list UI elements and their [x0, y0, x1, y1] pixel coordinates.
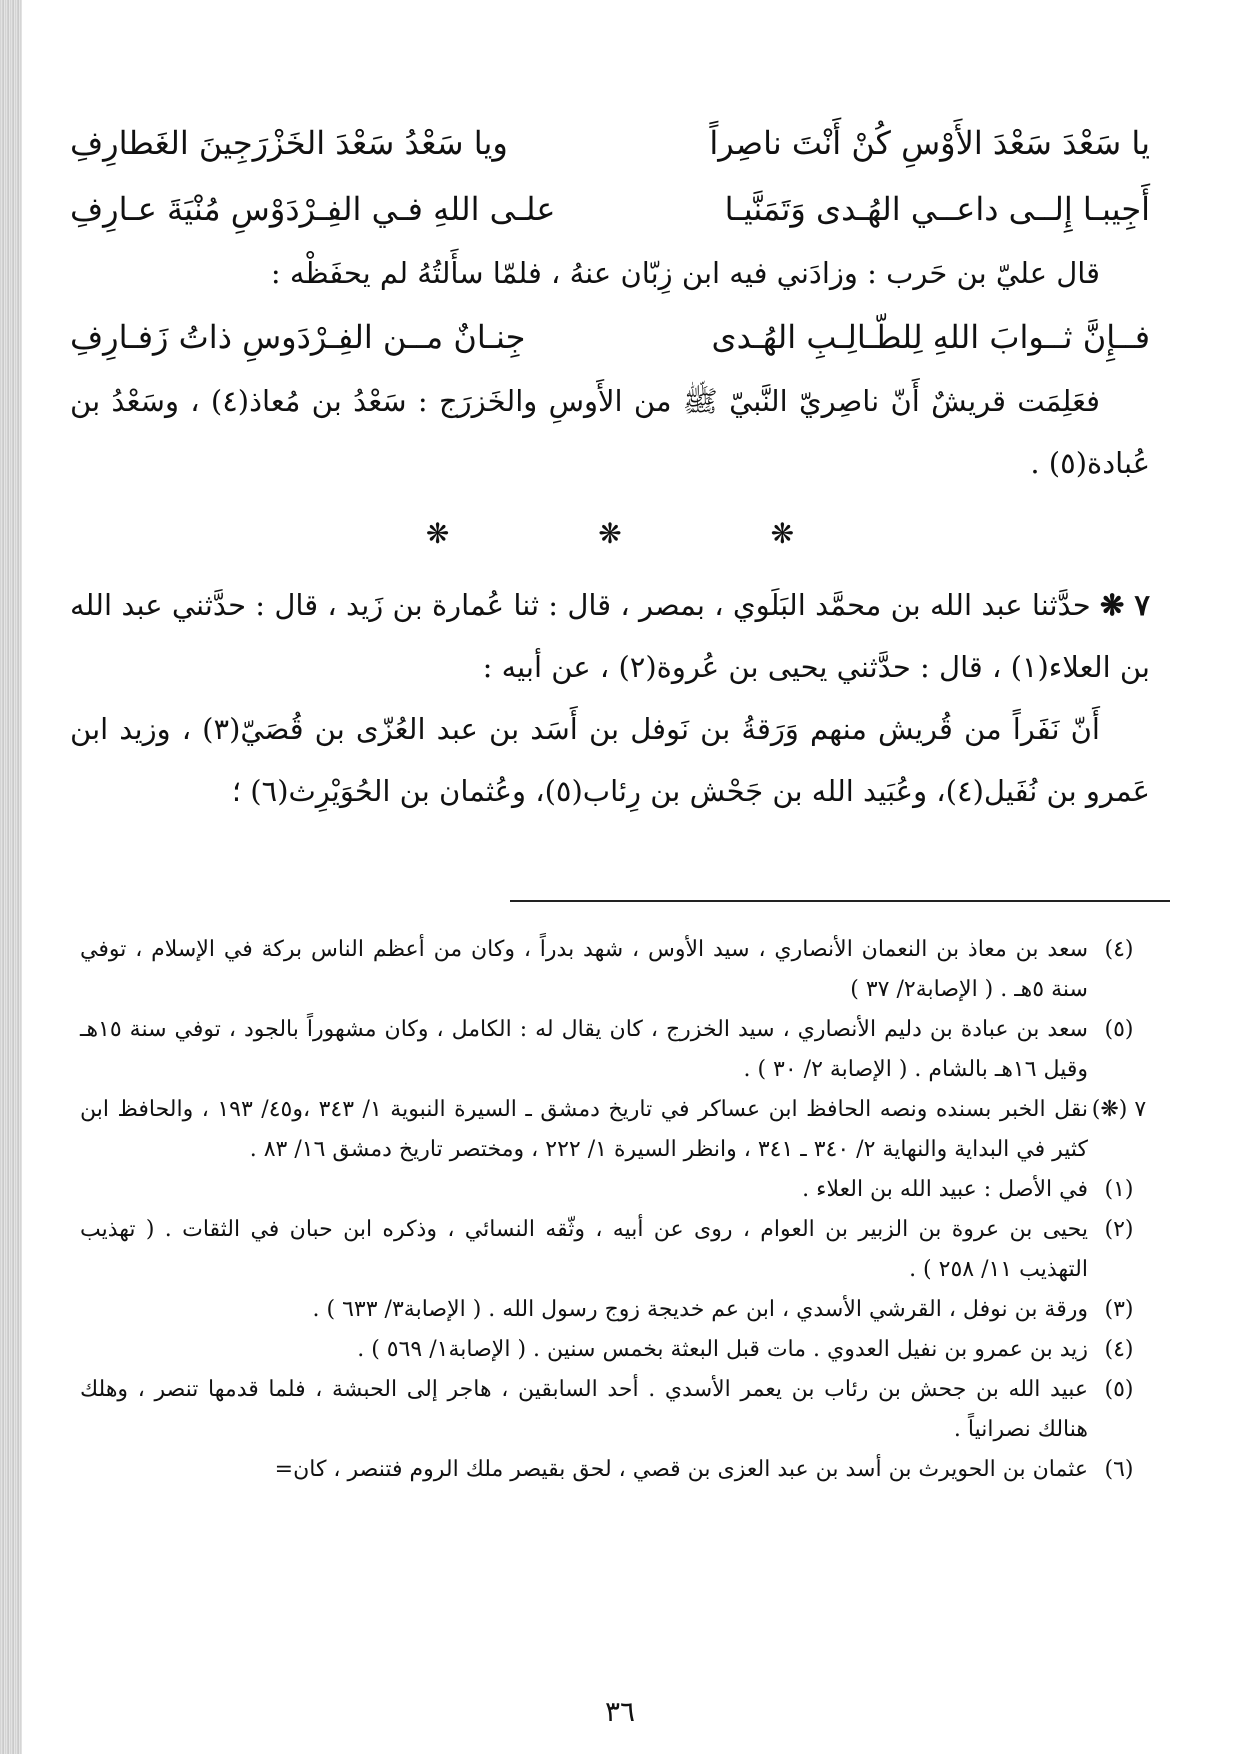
section-divider-stars: ❋ ❋ ❋ — [425, 517, 865, 550]
footnote-number: (١) — [1104, 1177, 1134, 1202]
hadith-isnad — [70, 574, 1150, 698]
footnote — [80, 1010, 1150, 1090]
hadith-matn: أَنّ نَفَراً من قُريش منهم وَرَقةُ بن نَوفل بن أَسَد بن عبد العُزّى بن قُصَيّ(٣) ، وزيد ابن عَمرو بن نُفَيل(٤)، وعُبَيد الله بن جَحْش بن رِئاب(٥)، وعُثمان بن الحُوَيْرِث(٦) ؛ — [70, 712, 1150, 808]
footnote-number: (٤) — [1104, 1337, 1134, 1362]
verse-hemistich: جِنـانٌ مــن الفِـرْدَوسِ ذاتُ زَفـارِفِ — [70, 318, 526, 356]
verse-line-3 — [70, 304, 1150, 370]
footnote-number: ٧ (❋) — [1091, 1097, 1147, 1122]
hadith-isnad-text: حدَّثنا عبد الله بن محمَّد البَلَوي ، بمصر ، قال : ثنا عُمارة بن زَيد ، قال : حدَّثني عبد الله بن العلاء(١) ، قال : حدَّثني يحيى بن عُروة(٢) ، عن أبيه : — [70, 588, 1150, 684]
footnotes — [80, 930, 1150, 1490]
hadith-number: ٧ ❋ — [1099, 588, 1150, 622]
footnote-text: سعد بن عبادة بن دليم الأنصاري ، سيد الخزرج ، كان يقال له : الكامل ، وكان مشهوراً بالجود ، توفي سنة ١٥هـ وقيل ١٦هـ بالشام . ( الإصابة ٢/ ٣٠ ) . — [80, 1017, 1088, 1082]
verse-hemistich: علـى اللهِ فـي الفِـرْدَوْسِ مُنْيَةَ عـارِفِ — [70, 190, 556, 228]
main-text — [70, 110, 1150, 822]
footnote — [80, 1330, 1150, 1370]
verse-line-1 — [70, 110, 1150, 176]
footnote-number: (٦) — [1104, 1457, 1134, 1482]
footnote-text: زيد بن عمرو بن نفيل العدوي . مات قبل البعثة بخمس سنين . ( الإصابة١/ ٥٦٩ ) . — [357, 1337, 1088, 1362]
scan-binding-edge — [0, 0, 22, 1754]
footnote-number: (٢) — [1104, 1217, 1134, 1242]
narration-paragraph: قال عليّ بن حَرب : وزادَني فيه ابن زِبّان عنهُ ، فلمّا سأَلتُهُ لم يحفَظْه : — [270, 256, 1100, 290]
footnote — [80, 1210, 1150, 1290]
footnote-text: في الأصل : عبيد الله بن العلاء . — [802, 1177, 1088, 1202]
footnote-separator — [510, 900, 1170, 902]
footnote — [80, 1170, 1150, 1210]
footnote — [80, 1370, 1150, 1450]
footnote-text: ورقة بن نوفل ، القرشي الأسدي ، ابن عم خديجة زوج رسول الله . ( الإصابة٣/ ٦٣٣ ) . — [312, 1297, 1088, 1322]
footnote — [80, 930, 1150, 1010]
footnote-number: (٥) — [1104, 1017, 1134, 1042]
footnote-number: (٥) — [1104, 1377, 1134, 1402]
narration-paragraph: فعَلِمَت قريشٌ أَنّ ناصِريّ النَّبيّ ﷺ من الأَوسِ والخَزرَج : سَعْدُ بن مُعاذ(٤) ، وسَعْدُ بن عُبادة(٥) . — [70, 384, 1150, 480]
footnote-number: (٤) — [1104, 937, 1134, 962]
page-number: ٣٦ — [604, 1695, 636, 1728]
footnote-text: عثمان بن الحويرث بن أسد بن عبد العزى بن قصي ، لحق بقيصر ملك الروم فتنصر ، كان= — [274, 1457, 1088, 1482]
footnote-text: سعد بن معاذ بن النعمان الأنصاري ، سيد الأوس ، شهد بدراً ، وكان من أعظم الناس بركة في الإسلام ، توفي سنة ٥هـ . ( الإصابة٢/ ٣٧ ) — [80, 937, 1088, 1002]
verse-hemistich: يا سَعْدَ سَعْدَ الأَوْسِ كُنْ أَنْتَ ناصِراً — [709, 124, 1150, 162]
footnote-text: يحيى بن عروة بن الزبير بن العوام ، روى عن أبيه ، وثّقه النسائي ، وذكره ابن حبان في الثقات . ( تهذيب التهذيب ١١/ ٢٥٨ ) . — [80, 1217, 1088, 1282]
verse-hemistich: أَجِيبـا إِلــى داعــي الهُـدى وَتَمَنَّيـا — [724, 190, 1150, 228]
verse-hemistich: فــإِنَّ ثــوابَ اللهِ لِلطّـالِـبِ الهُـدى — [711, 318, 1150, 356]
verse-hemistich: ويا سَعْدُ سَعْدَ الخَزْرَجِينَ الغَطارِفِ — [70, 124, 508, 162]
footnote — [80, 1290, 1150, 1330]
footnote-text: نقل الخبر بسنده ونصه الحافظ ابن عساكر في تاريخ دمشق ـ السيرة النبوية ١/ ٣٤٣ ،و٤٥/ ١٩٣ ، والحافظ ابن كثير في البداية والنهاية ٢/ ٣٤٠ ـ ٣٤١ ، وانظر السيرة ١/ ٢٢٢ ، ومختصر تاريخ دمشق ١٦/ ٨٣ . — [80, 1097, 1089, 1162]
footnote-text: عبيد الله بن جحش بن رئاب بن يعمر الأسدي . أحد السابقين ، هاجر إلى الحبشة ، فلما قدمها تنصر ، وهلك هنالك نصرانياً . — [80, 1377, 1088, 1442]
footnote — [80, 1090, 1150, 1170]
footnote-number: (٣) — [1104, 1297, 1134, 1322]
verse-line-2 — [70, 176, 1150, 242]
footnote — [80, 1450, 1150, 1490]
